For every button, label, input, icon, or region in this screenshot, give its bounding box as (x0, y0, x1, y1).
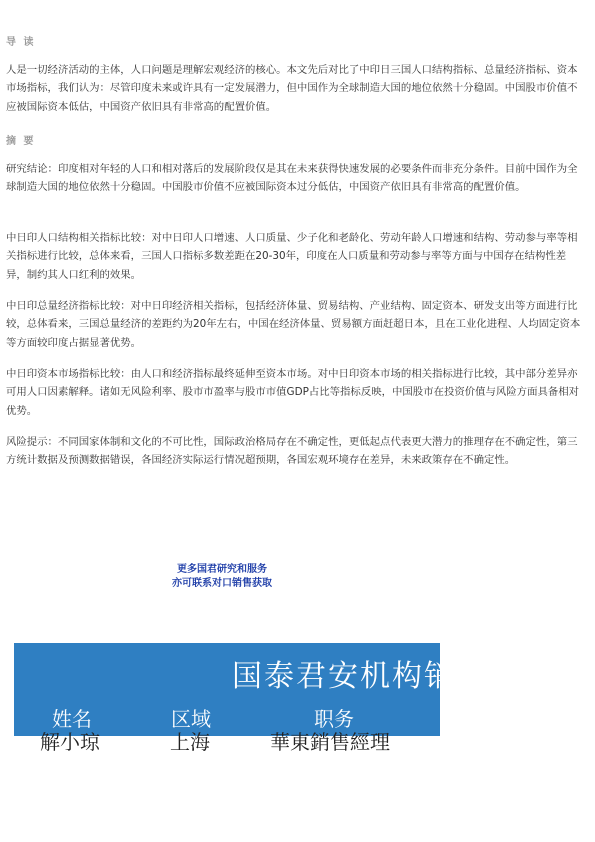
column-region: 区域 (171, 707, 211, 731)
column-title: 职务 (314, 707, 354, 731)
summary-capital-market: 中日印资本市场指标比较：由人口和经济指标最终延伸至资本市场。对中日印资本市场的相关指标进行比较，其中部分差异亦可用人口因素解释。诸如无风险利率、股市市盈率与股市市值GDP占比等指标反映，中国股市在投资价值与风险方面具备相对优势。 (6, 368, 580, 417)
contact-title: 華東銷售經理 (270, 730, 390, 754)
summary-conclusion: 研究结论：印度相对年轻的人口和相对落后的发展阶段仅是其在未来获得快速发展的必要条件而非充分条件。目前中国作为全球制造大国的地位依然十分稳固。中国股市价值不应被国际资本过分低估，中国资产依旧具有非常高的配置价值。 (6, 163, 578, 194)
promo-line-1: 更多国君研究和服务 (177, 564, 267, 575)
summary-heading: 摘 要 (6, 136, 36, 147)
column-name: 姓名 (52, 707, 92, 731)
summary-population: 中日印人口结构相关指标比较：对中日印人口增速、人口质量、少子化和老龄化、劳动年龄人口增速和结构、劳动参与率等相关指标进行比较，总体来看，三国人口指标多数差距在20-30年，印度在人口质量和劳动参与率等方面与中国存在结构性差异，制约其人口红利的效果。 (6, 232, 578, 281)
summary-economy: 中日印总量经济指标比较：对中日印经济相关指标，包括经济体量、贸易结构、产业结构、固定资本、研发支出等方面进行比较，总体看来，三国总量经济的差距约为20年左右，中国在经济体量、贸易额方面赶超日本，且在工业化进程、人均固定资本等方面较印度占据显著优势。 (6, 300, 581, 349)
contact-row-partial (0, 730, 440, 754)
banner-title: 国泰君安机构销售 (232, 659, 488, 694)
summary-risk: 风险提示：不同国家体制和文化的不可比性，国际政治格局存在不确定性，更低起点代表更大潜力的推理存在不确定性，第三方统计数据及预测数据错误，各国经济实际运行情况超预期，各国宏观环境存在差异，未来政策存在不确定性。 (6, 436, 578, 467)
contact-name: 解小琼 (40, 730, 100, 754)
guide-heading: 导 读 (6, 37, 36, 48)
contact-region: 上海 (170, 730, 210, 754)
promo-line-2: 亦可联系对口销售获取 (172, 578, 272, 589)
sales-contact-banner (14, 643, 488, 736)
guide-paragraph: 人是一切经济活动的主体，人口问题是理解宏观经济的核心。本文先后对比了中印日三国人口结构指标、总量经济指标、资本市场指标，我们认为：尽管印度未来或许具有一定发展潜力，但中国作为全球制造大国的地位依然十分稳固。中国股市价值不应被国际资本低估，中国资产依旧具有非常高的配置价值。 (6, 64, 578, 113)
